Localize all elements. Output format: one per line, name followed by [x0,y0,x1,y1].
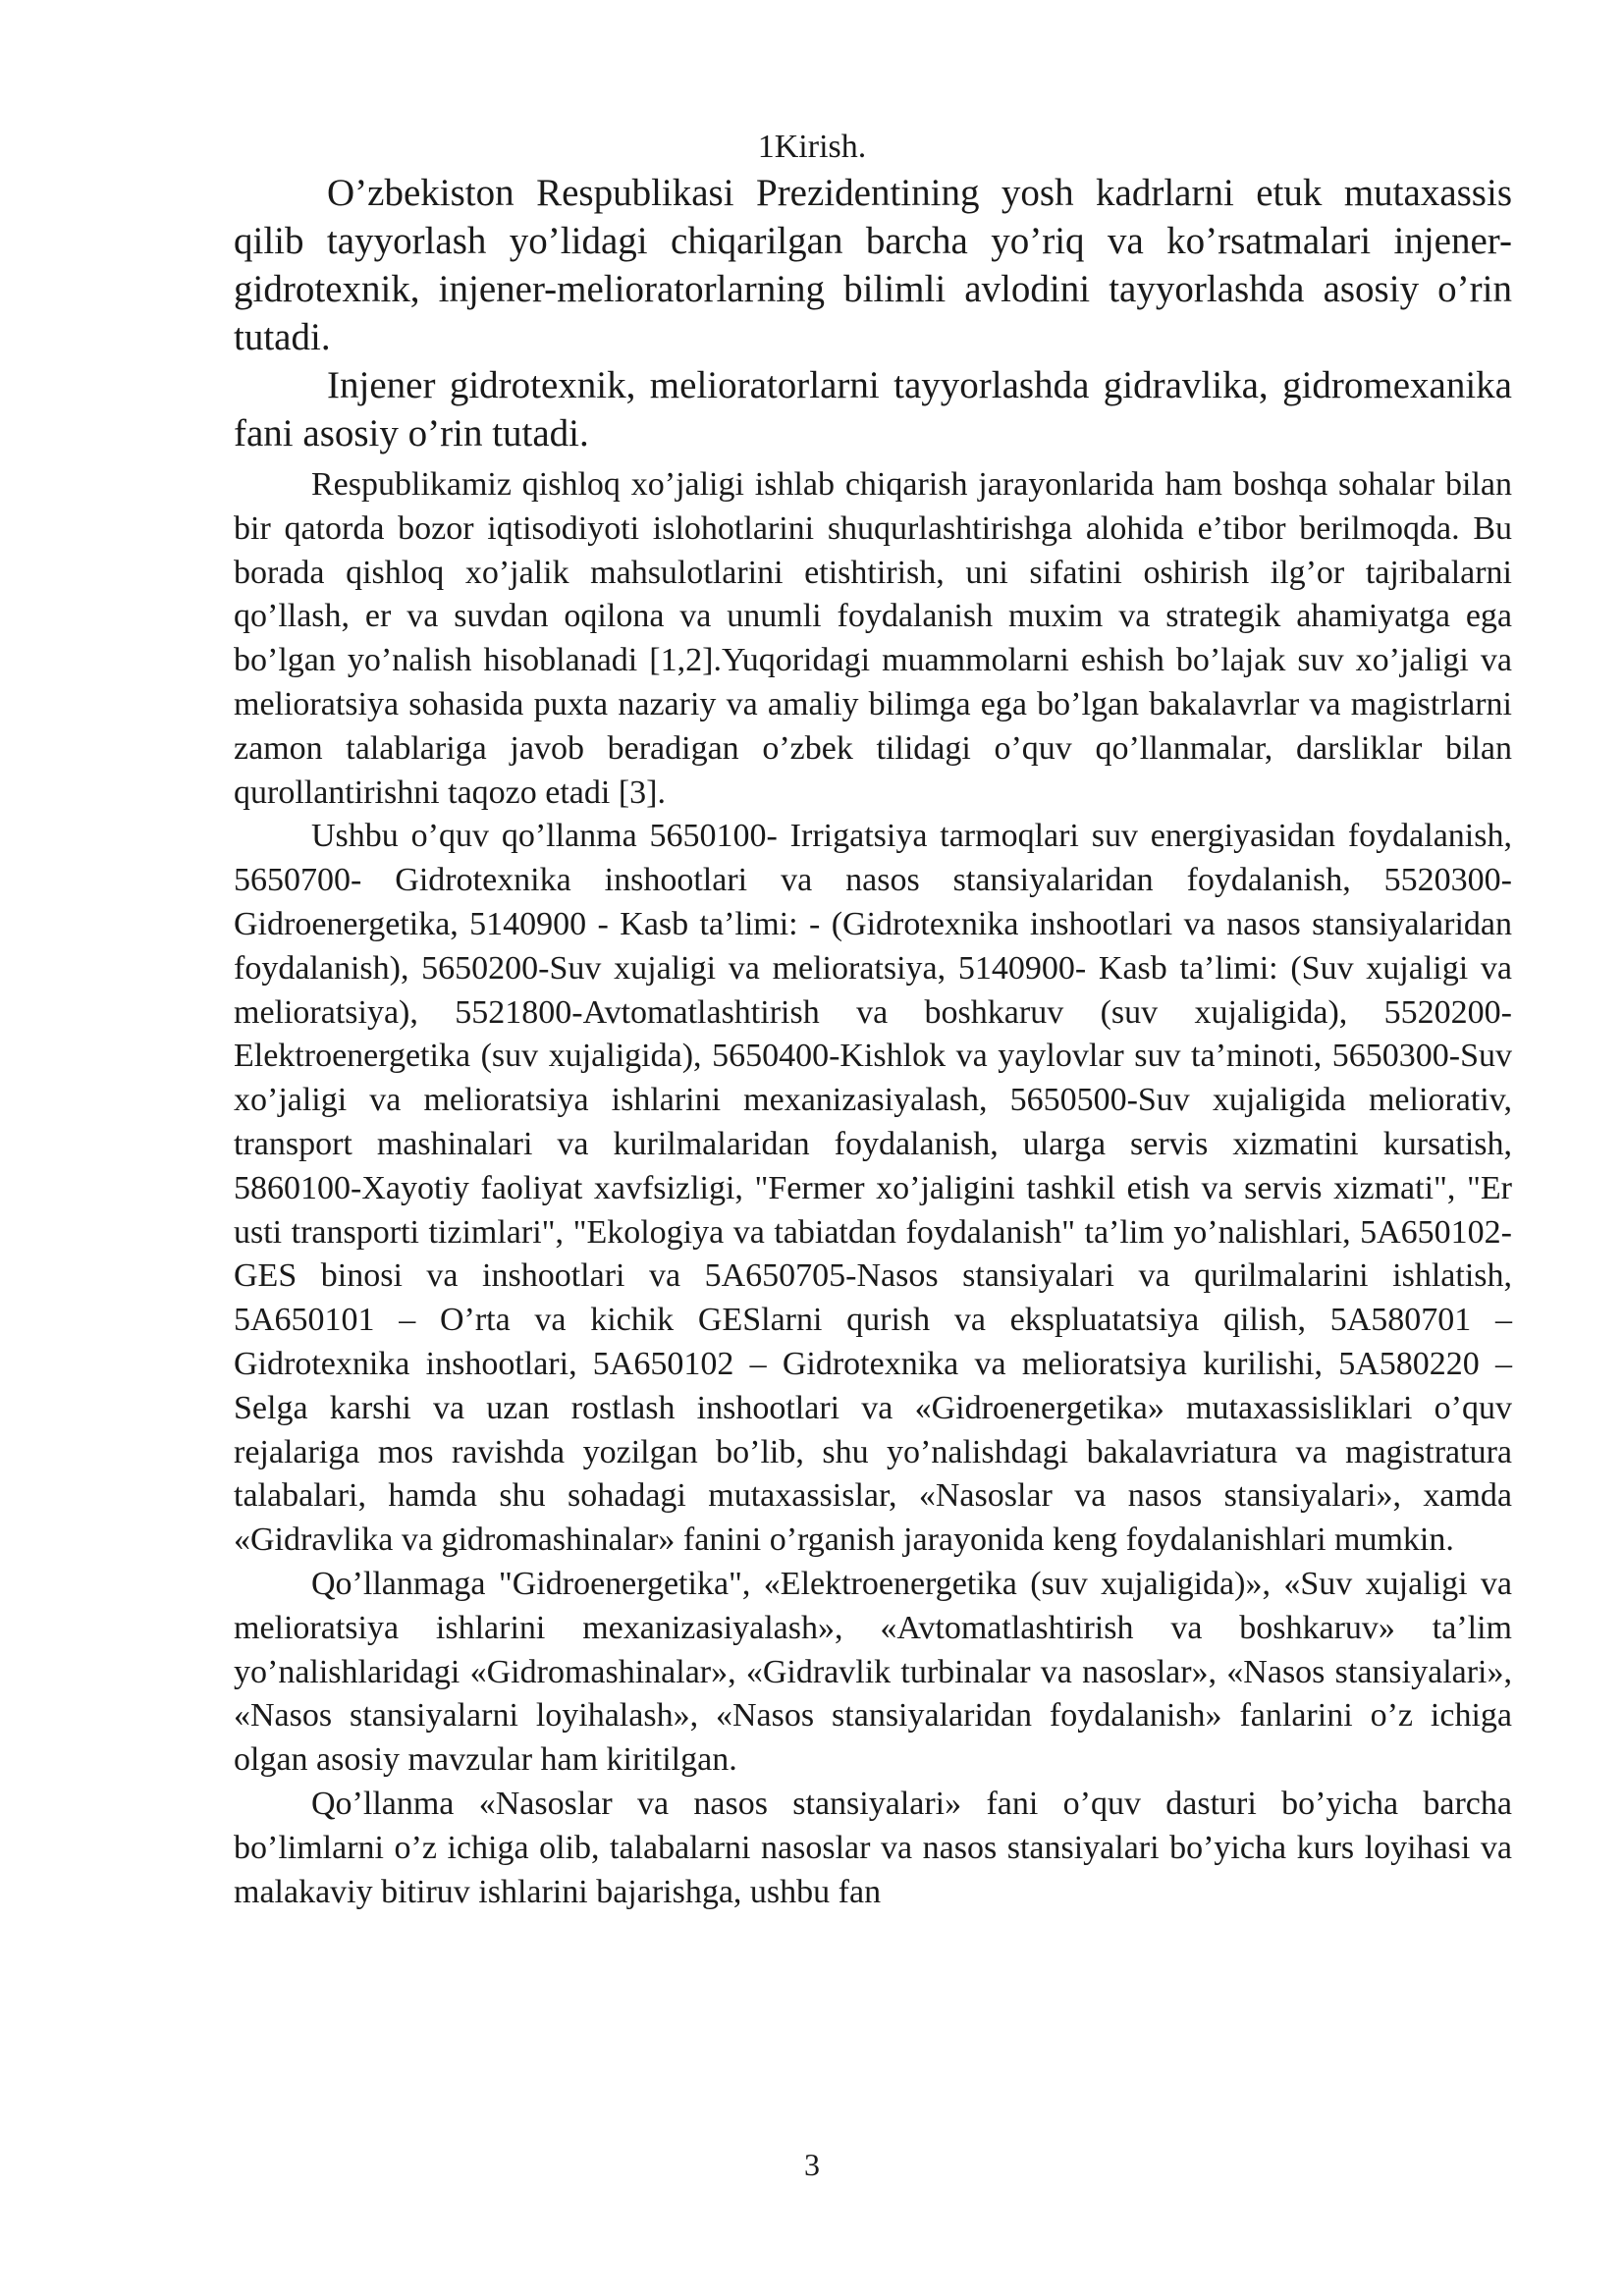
section-heading: 1Kirish. [757,129,867,165]
paragraph-intro: O’zbekiston Respublikasi Prezidentining yosh kadrlarni etuk mutaxassis qilib tayyorlash yo’lidagi chiqarilgan barcha yo’riq va ko’rsatmalari injener-gidrotexnik, injener-melioratorlarning bilimli avlodini tayyorlashda asosiy o’rin tutadi. [234,172,1512,358]
paragraph-engineers: Injener gidrotexnik, melioratorlarni tayyorlashda gidravlika, gidromexanika fani asosiy o’rin tutadi. [234,364,1512,454]
body-text-block-2 [234,463,1512,1914]
body-text-block-1 [234,169,1512,457]
paragraph-specialties: Ushbu o’quv qo’llanma 5650100- Irrigatsiya tarmoqlari suv energiyasidan foydalanish, 5650700- Gidrotexnika inshootlari va nasos stansiyalaridan foydalanish, 5520300- Gidroenergetika, 5140900 - Kasb ta’limi: - (Gidrotexnika inshootlari va nasos stansiyalaridan foydalanish), 5650200-Suv xujaligi va melioratsiya, 5140900- Kasb ta’limi: (Suv xujaligi va melioratsiya), 5521800-Avtomatlashtirish va boshkaruv (suv xujaligida), 5520200-Elektroenergetika (suv xujaligida), 5650400-Kishlok va yaylovlar suv ta’minoti, 5650300-Suv xo’jaligi va melioratsiya ishlarini mexanizasiyalash, 5650500-Suv xujaligida meliorativ, transport mashinalari va kurilmalaridan foydalanish, ularga servis xizmatini kursatish, 5860100-Xayotiy faoliyat xavfsizligi, "Fermer xo’jaligini tashkil etish va servis xizmati", "Er usti transporti tizimlari", "Ekologiya va tabiatdan foydalanish" ta’lim yo’nalishlari, 5A650102-GES binosi va inshootlari va 5A650705-Nasos stansiyalari va qurilmalarini ishlatish, 5A650101 – O’rta va kichik GESlarni qurish va ekspluatatsiya qilish, 5A580701 – Gidrotexnika inshootlari, 5A650102 – Gidrotexnika va melioratsiya kurilishi, 5A580220 – Selga karshi va uzan rostlash inshootlari va «Gidroenergetika» mutaxassisliklari o’quv rejalariga mos ravishda yozilgan bo’lib, shu yo’nalishdagi bakalavriatura va magistratura talabalari, hamda shu sohadagi mutaxassislar, «Nasoslar va nasos stansiyalari», xamda «Gidravlika va gidromashinalar» fanini o’rganish jarayonida keng foydalanishlari mumkin. [234,818,1512,1559]
paragraph-manual-contents: Qo’llanmaga "Gidroenergetika", «Elektroenergetika (suv xujaligida)», «Suv xujaligi va melioratsiya ishlarini mexanizasiyalash», «Avtomatlashtirish va boshkaruv» ta’lim yo’nalishlaridagi «Gidromashinalar», «Gidravlik turbinalar va nasoslar», «Nasos stansiyalari», «Nasos stansiyalarni loyihalash», «Nasos stansiyalaridan foydalanish» fanlarini o’z ichiga olgan asosiy mavzular ham kiritilgan. [234,1565,1512,1779]
paragraph-manual-scope: Qo’llanma «Nasoslar va nasos stansiyalari» fani o’quv dasturi bo’yicha barcha bo’limlarni o’z ichiga olib, talabalarni nasoslar va nasos stansiyalari bo’yicha kurs loyihasi va malakaviy bitiruv ishlarini bajarishga, ushbu fan [234,1785,1512,1910]
paragraph-agriculture: Respublikamiz qishloq xo’jaligi ishlab chiqarish jarayonlarida ham boshqa sohalar bilan bir qatorda bozor iqtisodiyoti islohotlarini shuqurlashtirishga alohida e’tibor berilmoqda. Bu borada qishloq xo’jalik mahsulotlarini etishtirish, uni sifatini oshirish ilg’or tajribalarni qo’llash, er va suvdan oqilona va unumli foydalanish muxim va strategik ahamiyatga ega bo’lgan yo’nalish hisoblanadi [1,2].Yuqoridagi muammolarni eshish bo’lajak suv xo’jaligi va melioratsiya sohasida puxta nazariy va amaliy bilimga ega bo’lgan bakalavrlar va magistrlarni zamon talablariga javob beradigan o’zbek tilidagi o’quv qo’llanmalar, darsliklar bilan qurollantirishni taqozo etadi [3]. [234,466,1512,811]
page-number: 3 [804,2147,820,2182]
